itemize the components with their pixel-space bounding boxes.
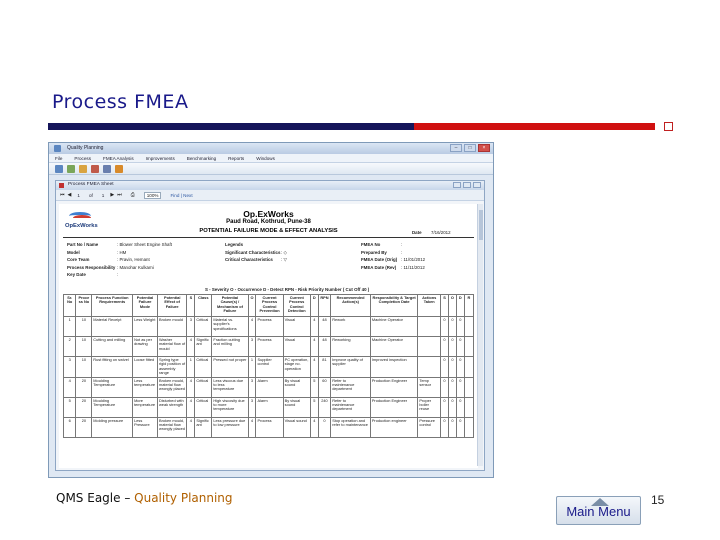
- table-cell: 1: [187, 357, 195, 378]
- table-cell: 0: [441, 417, 449, 437]
- page-current[interactable]: 1: [77, 192, 80, 198]
- column-header: Actions Taken: [418, 295, 441, 317]
- table-cell: More temperature: [133, 397, 158, 417]
- meta-label: Legends: [225, 242, 244, 247]
- table-header-row: [64, 295, 474, 317]
- table-cell: 0: [448, 337, 456, 357]
- minimize-button[interactable]: –: [450, 144, 462, 152]
- table-cell: Production engineer: [370, 417, 418, 437]
- table-cell: 48: [318, 317, 330, 337]
- meta-value: : Pravin, Hemant: [117, 257, 150, 262]
- table-cell: 60: [318, 377, 330, 397]
- table-cell: [464, 417, 473, 437]
- meta-label: Prepared By: [361, 249, 387, 255]
- column-header: Potential Failure Mode: [133, 295, 158, 317]
- table-cell: 4: [310, 317, 318, 337]
- scroll-thumb[interactable]: [479, 210, 483, 240]
- column-header: Recommended Action(s): [331, 295, 371, 317]
- table-cell: 20: [76, 377, 92, 397]
- table-cell: [464, 357, 473, 378]
- company-address: Paud Road, Kothrud, Pune-38: [226, 219, 311, 225]
- table-cell: 10: [76, 317, 92, 337]
- table-cell: Supplier control: [256, 357, 283, 378]
- column-header: Process Function Requirements: [92, 295, 133, 317]
- meta-label: Significant Characteristics: [225, 249, 281, 255]
- header-divider: [63, 237, 474, 238]
- table-row: [64, 357, 474, 378]
- app-toolbar: [49, 163, 493, 175]
- table-cell: High viscosity due to more temperature: [212, 397, 248, 417]
- footer-prefix: QMS Eagle: [56, 491, 121, 505]
- sub-maximize-button[interactable]: [463, 182, 471, 188]
- app-icon: [54, 145, 61, 152]
- table-cell: 4: [248, 417, 256, 437]
- fmea-report: [59, 204, 478, 468]
- footer-caption: [56, 491, 233, 505]
- table-cell: Production Engineer: [370, 377, 418, 397]
- table-cell: Refer to maintenance department: [331, 377, 371, 397]
- page-of-label: of: [88, 192, 93, 198]
- report-subwindow: [55, 180, 485, 471]
- close-button[interactable]: ×: [478, 144, 490, 152]
- table-cell: Molding pressure: [92, 417, 133, 437]
- folder-icon[interactable]: [79, 165, 87, 173]
- table-cell: Improved inspection: [370, 357, 418, 378]
- report-icon: [59, 183, 64, 188]
- menu-item[interactable]: FMEA Analysis: [103, 155, 134, 161]
- table-cell: 0: [441, 377, 449, 397]
- column-header: R: [464, 295, 473, 317]
- menu-item[interactable]: Windows: [256, 155, 275, 161]
- date-value: 7/16/2012: [431, 230, 451, 235]
- table-cell: 0: [448, 417, 456, 437]
- menu-item[interactable]: Improvements: [145, 155, 175, 161]
- table-cell: [418, 337, 441, 357]
- table-cell: Machine Operator: [370, 317, 418, 337]
- table-cell: Loose fitted: [133, 357, 158, 378]
- table-cell: Moulding Temperature: [92, 377, 133, 397]
- table-cell: 10: [76, 357, 92, 378]
- table-cell: Critical: [195, 377, 212, 397]
- app-window: [48, 142, 494, 478]
- footer-dash: –: [120, 491, 135, 505]
- table-cell: Temp sensor: [418, 377, 441, 397]
- table-cell: Machine Operator: [370, 337, 418, 357]
- table-cell: Improve quality of supplier: [331, 357, 371, 378]
- table-cell: [418, 317, 441, 337]
- meta-value: : 11/11/2012: [401, 264, 425, 270]
- column-header: D: [310, 295, 318, 317]
- table-cell: 0: [456, 357, 464, 378]
- column-header: Process No: [76, 295, 92, 317]
- table-cell: 4: [248, 317, 256, 337]
- menu-bar: [49, 154, 493, 163]
- page-total: 1: [101, 192, 105, 198]
- table-cell: Broken mould: [157, 317, 186, 337]
- table-cell: 4: [187, 337, 195, 357]
- table-cell: 4: [187, 417, 195, 437]
- table-row: [64, 317, 474, 337]
- column-header: S: [187, 295, 195, 317]
- column-header: O: [248, 295, 256, 317]
- meta-value: : ◇: [281, 249, 287, 255]
- app-window-title: Quality Planning: [67, 145, 104, 151]
- table-cell: 10: [76, 337, 92, 357]
- app-titlebar: [49, 143, 493, 154]
- table-cell: Fraction cutting and milling: [212, 337, 248, 357]
- menu-item[interactable]: Reports: [228, 155, 245, 161]
- title-rule-square: [664, 122, 673, 131]
- column-header: Class: [195, 295, 212, 317]
- table-cell: Critical: [195, 357, 212, 378]
- company-name: Op.ExWorks: [243, 209, 294, 219]
- table-cell: 4: [310, 357, 318, 378]
- column-header: S: [441, 295, 449, 317]
- table-cell: 240: [318, 397, 330, 417]
- table-cell: Visual: [283, 317, 310, 337]
- table-cell: Washer material flow of mould: [157, 337, 186, 357]
- table-cell: 0: [456, 317, 464, 337]
- table-row: [64, 337, 474, 357]
- table-row: [64, 377, 474, 397]
- meta-label: FMEA Date (Rev): [361, 264, 397, 270]
- table-cell: Broken mould, material flow wrongly placed: [157, 417, 186, 437]
- table-cell: 0: [441, 357, 449, 378]
- table-cell: 1: [248, 357, 256, 378]
- page-number: 15: [651, 493, 665, 507]
- table-cell: Process: [256, 317, 283, 337]
- table-cell: 5: [64, 397, 76, 417]
- table-row: [64, 397, 474, 417]
- column-header: Potential Effect of Failure: [157, 295, 186, 317]
- meta-label: Key Date: [67, 272, 86, 277]
- report-subwindow-titlebar: [56, 181, 484, 190]
- report-subwindow-title: Process FMEA Sheet: [68, 182, 114, 187]
- save-icon[interactable]: [67, 165, 75, 173]
- table-cell: Reworking: [331, 337, 371, 357]
- next-page-icon[interactable]: ▶: [110, 192, 115, 198]
- fmea-table: [63, 294, 474, 438]
- table-cell: Cutting and milling: [92, 337, 133, 357]
- meta-label: Model: [67, 249, 80, 255]
- meta-label: FMEA Date (Orig): [361, 257, 398, 262]
- footer-accent: Quality Planning: [134, 491, 233, 505]
- form-title: POTENTIAL FAILURE MODE & EFFECT ANALYSIS: [199, 228, 338, 234]
- table-cell: 3: [248, 337, 256, 357]
- column-header: Current Process Control Prevention: [256, 295, 283, 317]
- column-header: Sr. No: [64, 295, 76, 317]
- table-cell: [464, 377, 473, 397]
- table-cell: 0: [441, 317, 449, 337]
- table-cell: 4: [310, 337, 318, 357]
- table-cell: [464, 337, 473, 357]
- print-report-icon[interactable]: ⎙: [130, 192, 135, 198]
- table-cell: 5: [310, 377, 318, 397]
- slide-title: Process FMEA: [52, 91, 189, 113]
- zoom-select[interactable]: 100%: [144, 192, 162, 199]
- table-cell: Rework: [331, 317, 371, 337]
- last-page-icon[interactable]: ⏭: [117, 192, 122, 198]
- meta-label: Core Team: [67, 257, 90, 262]
- table-cell: Production Engineer: [370, 397, 418, 417]
- title-rule-navy: [48, 123, 414, 130]
- table-cell: Less pressure due to low pressure: [212, 417, 248, 437]
- table-cell: 0: [456, 417, 464, 437]
- table-cell: 0: [441, 337, 449, 357]
- report-toolbar: [56, 190, 484, 201]
- table-cell: Critical: [195, 397, 212, 417]
- table-cell: Pressed not proper: [212, 357, 248, 378]
- table-cell: 20: [76, 417, 92, 437]
- column-header: O: [448, 295, 456, 317]
- open-icon[interactable]: [55, 165, 63, 173]
- table-cell: 0: [448, 377, 456, 397]
- menu-item[interactable]: Process: [74, 155, 92, 161]
- table-cell: Not as per drawing: [133, 337, 158, 357]
- table-cell: 3: [248, 377, 256, 397]
- title-rule-red: [414, 123, 655, 130]
- scale-legend: S - Severity O - Occurrence D - Detect RPN - Risk Priority Number ( Cut Off 40 ): [205, 287, 370, 292]
- find-link[interactable]: Find | Next: [170, 192, 193, 198]
- table-cell: Less temperature: [133, 377, 158, 397]
- table-cell: 6: [64, 417, 76, 437]
- meta-value: :: [117, 272, 119, 277]
- date-label: Date: [412, 230, 422, 235]
- column-header: RPN: [318, 295, 330, 317]
- sub-minimize-button[interactable]: [453, 182, 461, 188]
- table-cell: Process: [256, 337, 283, 357]
- table-cell: Moulding Temperature: [92, 397, 133, 417]
- table-cell: 3: [248, 397, 256, 417]
- table-cell: Process: [256, 417, 283, 437]
- sub-close-button[interactable]: [473, 182, 481, 188]
- table-cell: Broken mould, material flow wrongly placed: [157, 377, 186, 397]
- table-cell: Disturbed with weak strength: [157, 397, 186, 417]
- table-cell: 0: [318, 417, 330, 437]
- menu-item[interactable]: File: [55, 155, 63, 161]
- table-cell: 5: [310, 397, 318, 417]
- table-cell: 3: [187, 317, 195, 337]
- table-cell: Material vs. supplier's specifications: [212, 317, 248, 337]
- table-cell: Critical: [195, 317, 212, 337]
- table-cell: Spring type rigid position of assembly range: [158, 357, 186, 376]
- table-cell: Rust fitting on swivel: [92, 357, 133, 378]
- main-menu-button[interactable]: [556, 496, 641, 525]
- table-cell: Less Weight: [133, 317, 158, 337]
- table-cell: Proper boiler reuse: [418, 397, 441, 417]
- table-cell: Pressure control: [418, 417, 441, 437]
- table-row: [64, 417, 474, 437]
- first-page-icon[interactable]: ⏮: [60, 192, 65, 198]
- table-cell: Significant: [195, 337, 212, 357]
- table-cell: Significant: [195, 417, 212, 437]
- table-cell: Visual sound: [283, 417, 310, 437]
- table-cell: 48: [318, 337, 330, 357]
- maximize-button[interactable]: □: [464, 144, 476, 152]
- table-cell: Less Pressure: [133, 417, 158, 437]
- table-cell: 81: [318, 357, 330, 378]
- meta-label: FMEA No: [361, 242, 381, 247]
- table-cell: Material Receipt: [92, 317, 133, 337]
- table-cell: By visual sound: [283, 397, 310, 417]
- table-cell: [464, 317, 473, 337]
- delete-icon[interactable]: [91, 165, 99, 173]
- meta-value: : Blower Sheet Engine Shaft: [117, 242, 172, 247]
- table-cell: Less viscous due to less temperature: [212, 377, 248, 397]
- table-cell: 3: [64, 357, 76, 378]
- table-cell: 0: [456, 377, 464, 397]
- table-cell: [418, 357, 441, 378]
- table-cell: Refer to maintenance department: [331, 397, 371, 417]
- table-cell: [464, 397, 473, 417]
- table-cell: Alarm: [256, 377, 283, 397]
- table-cell: 0: [456, 337, 464, 357]
- meta-label: Part No / Name: [67, 242, 99, 247]
- table-cell: 0: [448, 317, 456, 337]
- table-cell: 1: [64, 317, 76, 337]
- meta-label: Process Responsibility: [67, 264, 116, 270]
- table-cell: 4: [64, 377, 76, 397]
- meta-value: :: [401, 249, 403, 255]
- table-cell: 4: [187, 397, 195, 417]
- meta-value: : 11/01/2012: [401, 257, 426, 262]
- table-cell: 0: [448, 397, 456, 417]
- meta-value: : Manohar Kulkarni: [117, 264, 154, 270]
- table-cell: 0: [456, 397, 464, 417]
- company-logo: OpExWorks: [65, 210, 101, 234]
- table-cell: By visual sound: [283, 377, 310, 397]
- exit-icon[interactable]: [115, 165, 123, 173]
- print-icon[interactable]: [103, 165, 111, 173]
- meta-label: Critical Characteristics: [225, 257, 273, 262]
- vertical-scrollbar[interactable]: [477, 204, 483, 466]
- table-cell: 0: [441, 397, 449, 417]
- table-cell: 2: [64, 337, 76, 357]
- menu-item[interactable]: Benchmarking: [186, 155, 217, 161]
- meta-value: :: [401, 242, 403, 247]
- main-menu-label: Main Menu: [566, 504, 631, 519]
- column-header: Potential Cause(s) / Mechanism of Failure: [212, 295, 248, 317]
- table-cell: Alarm: [256, 397, 283, 417]
- meta-value: : HM: [117, 249, 127, 255]
- table-cell: 20: [76, 397, 92, 417]
- column-header: D: [456, 295, 464, 317]
- table-cell: 4: [310, 417, 318, 437]
- table-cell: Visual: [283, 337, 310, 357]
- meta-value: : ▽: [281, 257, 287, 262]
- prev-page-icon[interactable]: ◀: [67, 192, 72, 198]
- table-cell: 4: [187, 377, 195, 397]
- table-cell: Stop operation and refer to maintenance: [331, 417, 371, 437]
- column-header: Current Process Control Detection: [283, 295, 310, 317]
- column-header: Responsibility & Target Completion Date: [370, 295, 418, 317]
- table-cell: PC operation, stage no. operation: [283, 357, 310, 378]
- table-cell: 0: [448, 357, 456, 378]
